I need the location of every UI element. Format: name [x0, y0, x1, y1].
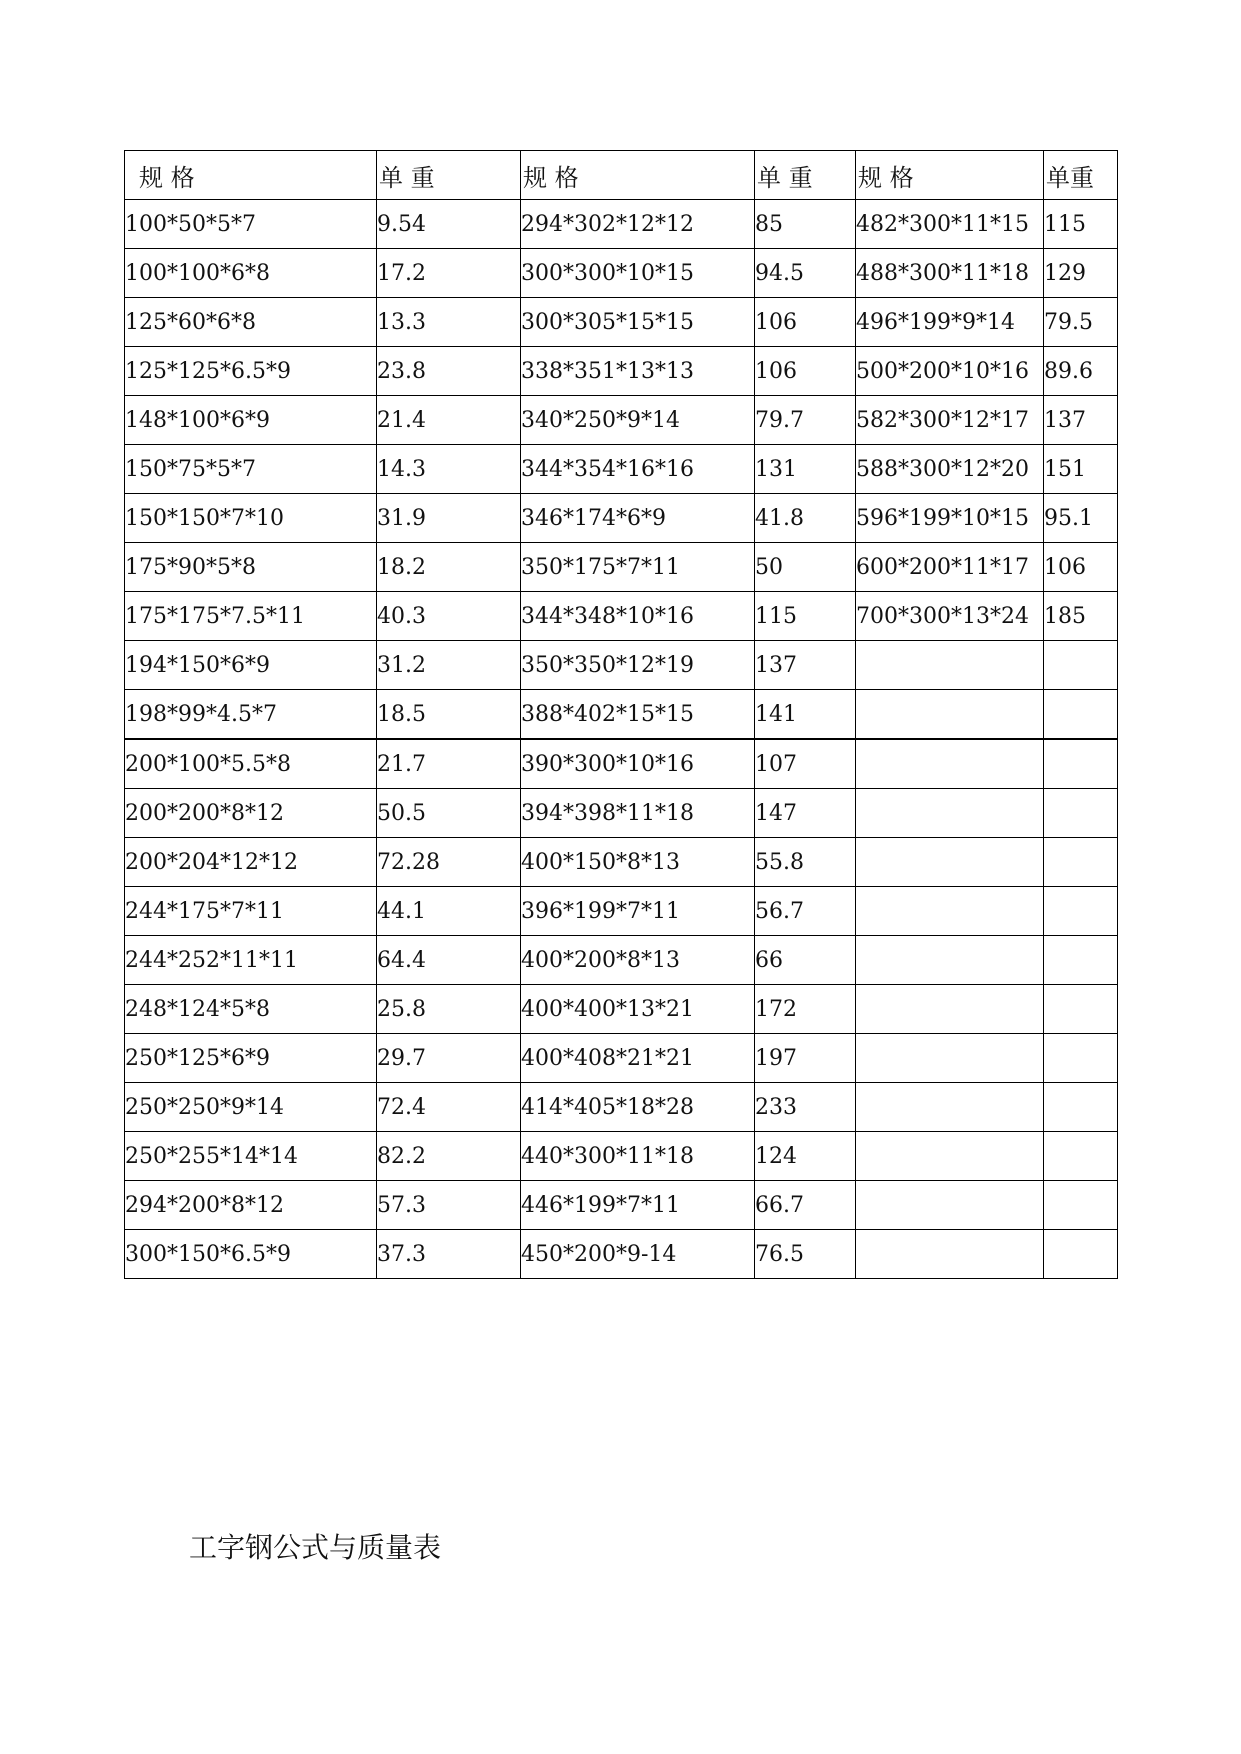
spec-cell: 414*405*18*28 [521, 1083, 755, 1132]
table-row [125, 887, 1118, 936]
table-row [125, 789, 1118, 838]
weight-cell: 76.5 [755, 1230, 856, 1279]
header-spec-3: 规 格 [856, 151, 1044, 200]
spec-cell [856, 1034, 1044, 1083]
spec-cell: 400*400*13*21 [521, 985, 755, 1034]
spec-cell: 194*150*6*9 [125, 641, 377, 690]
spec-cell [856, 1181, 1044, 1230]
weight-cell [1044, 838, 1118, 887]
weight-cell: 72.4 [377, 1083, 521, 1132]
weight-cell [1044, 1181, 1118, 1230]
spec-cell: 396*199*7*11 [521, 887, 755, 936]
spec-cell: 150*75*5*7 [125, 445, 377, 494]
spec-cell [856, 739, 1044, 789]
weight-cell: 56.7 [755, 887, 856, 936]
weight-cell: 131 [755, 445, 856, 494]
spec-cell: 440*300*11*18 [521, 1132, 755, 1181]
table-row [125, 200, 1118, 249]
spec-cell [856, 641, 1044, 690]
table-row [125, 739, 1118, 789]
spec-cell: 300*300*10*15 [521, 249, 755, 298]
weight-cell [1044, 690, 1118, 740]
spec-cell: 350*350*12*19 [521, 641, 755, 690]
spec-weight-table [124, 150, 1118, 1279]
spec-cell: 588*300*12*20 [856, 445, 1044, 494]
weight-cell: 185 [1044, 592, 1118, 641]
weight-cell: 82.2 [377, 1132, 521, 1181]
weight-cell: 106 [755, 298, 856, 347]
weight-cell: 89.6 [1044, 347, 1118, 396]
weight-cell: 79.7 [755, 396, 856, 445]
weight-cell: 50.5 [377, 789, 521, 838]
table-row [125, 1083, 1118, 1132]
table-row [125, 592, 1118, 641]
spec-cell [856, 985, 1044, 1034]
weight-cell [1044, 1132, 1118, 1181]
weight-cell [1044, 1230, 1118, 1279]
table-row [125, 936, 1118, 985]
header-row [125, 151, 1118, 200]
weight-cell [1044, 936, 1118, 985]
spec-cell: 250*250*9*14 [125, 1083, 377, 1132]
spec-cell: 150*150*7*10 [125, 494, 377, 543]
spec-cell: 100*50*5*7 [125, 200, 377, 249]
table-row [125, 838, 1118, 887]
table-row [125, 690, 1118, 740]
weight-cell: 31.9 [377, 494, 521, 543]
weight-cell: 50 [755, 543, 856, 592]
spec-cell: 488*300*11*18 [856, 249, 1044, 298]
spec-cell: 198*99*4.5*7 [125, 690, 377, 740]
table-row [125, 1132, 1118, 1181]
spec-cell [856, 1230, 1044, 1279]
weight-cell: 31.2 [377, 641, 521, 690]
weight-cell: 25.8 [377, 985, 521, 1034]
weight-cell: 41.8 [755, 494, 856, 543]
weight-cell [1044, 1034, 1118, 1083]
spec-cell: 496*199*9*14 [856, 298, 1044, 347]
weight-cell: 124 [755, 1132, 856, 1181]
spec-cell: 100*100*6*8 [125, 249, 377, 298]
spec-cell: 344*354*16*16 [521, 445, 755, 494]
header-weight-2: 单 重 [755, 151, 856, 200]
spec-cell: 482*300*11*15 [856, 200, 1044, 249]
spec-cell: 244*175*7*11 [125, 887, 377, 936]
spec-cell: 394*398*11*18 [521, 789, 755, 838]
spec-cell: 294*302*12*12 [521, 200, 755, 249]
table-row [125, 1181, 1118, 1230]
weight-cell: 137 [755, 641, 856, 690]
spec-cell: 175*90*5*8 [125, 543, 377, 592]
weight-cell: 18.2 [377, 543, 521, 592]
table-row [125, 347, 1118, 396]
weight-cell: 151 [1044, 445, 1118, 494]
weight-cell: 115 [755, 592, 856, 641]
spec-cell: 300*150*6.5*9 [125, 1230, 377, 1279]
weight-cell: 107 [755, 739, 856, 789]
table-body [125, 151, 1118, 1279]
spec-cell: 500*200*10*16 [856, 347, 1044, 396]
spec-cell: 344*348*10*16 [521, 592, 755, 641]
weight-cell [1044, 789, 1118, 838]
spec-cell [856, 887, 1044, 936]
weight-cell [1044, 1083, 1118, 1132]
spec-cell: 390*300*10*16 [521, 739, 755, 789]
weight-cell: 147 [755, 789, 856, 838]
weight-cell: 137 [1044, 396, 1118, 445]
weight-cell: 44.1 [377, 887, 521, 936]
spec-cell: 340*250*9*14 [521, 396, 755, 445]
weight-cell [1044, 985, 1118, 1034]
spec-cell: 250*255*14*14 [125, 1132, 377, 1181]
weight-cell: 115 [1044, 200, 1118, 249]
spec-cell: 200*100*5.5*8 [125, 739, 377, 789]
spec-cell: 200*200*8*12 [125, 789, 377, 838]
spec-cell: 450*200*9-14 [521, 1230, 755, 1279]
spec-cell: 294*200*8*12 [125, 1181, 377, 1230]
weight-cell: 9.54 [377, 200, 521, 249]
spec-cell [856, 690, 1044, 740]
spec-cell: 200*204*12*12 [125, 838, 377, 887]
weight-cell: 17.2 [377, 249, 521, 298]
table-row [125, 1034, 1118, 1083]
weight-cell: 23.8 [377, 347, 521, 396]
spec-cell: 346*174*6*9 [521, 494, 755, 543]
weight-cell: 18.5 [377, 690, 521, 740]
spec-cell [856, 1083, 1044, 1132]
weight-cell: 85 [755, 200, 856, 249]
spec-cell: 350*175*7*11 [521, 543, 755, 592]
table-row [125, 985, 1118, 1034]
weight-cell: 29.7 [377, 1034, 521, 1083]
header-spec-2: 规 格 [521, 151, 755, 200]
spec-cell: 600*200*11*17 [856, 543, 1044, 592]
weight-cell: 79.5 [1044, 298, 1118, 347]
spec-cell: 582*300*12*17 [856, 396, 1044, 445]
spec-cell: 388*402*15*15 [521, 690, 755, 740]
weight-cell: 172 [755, 985, 856, 1034]
weight-cell: 14.3 [377, 445, 521, 494]
weight-cell: 40.3 [377, 592, 521, 641]
spec-cell: 338*351*13*13 [521, 347, 755, 396]
spec-cell: 400*150*8*13 [521, 838, 755, 887]
spec-cell: 700*300*13*24 [856, 592, 1044, 641]
weight-cell [1044, 641, 1118, 690]
spec-cell: 125*125*6.5*9 [125, 347, 377, 396]
spec-cell [856, 1132, 1044, 1181]
weight-cell: 66 [755, 936, 856, 985]
table-row [125, 494, 1118, 543]
weight-cell: 141 [755, 690, 856, 740]
weight-cell: 66.7 [755, 1181, 856, 1230]
weight-cell: 13.3 [377, 298, 521, 347]
spec-cell: 400*200*8*13 [521, 936, 755, 985]
spec-cell: 400*408*21*21 [521, 1034, 755, 1083]
weight-cell: 64.4 [377, 936, 521, 985]
spec-cell: 250*125*6*9 [125, 1034, 377, 1083]
table-row [125, 543, 1118, 592]
table-row [125, 298, 1118, 347]
weight-cell: 106 [1044, 543, 1118, 592]
weight-cell: 129 [1044, 249, 1118, 298]
weight-cell: 72.28 [377, 838, 521, 887]
header-spec-1: 规 格 [125, 151, 377, 200]
weight-cell: 21.4 [377, 396, 521, 445]
weight-cell: 106 [755, 347, 856, 396]
spec-cell: 244*252*11*11 [125, 936, 377, 985]
weight-cell: 94.5 [755, 249, 856, 298]
weight-cell [1044, 887, 1118, 936]
spec-cell: 446*199*7*11 [521, 1181, 755, 1230]
table-row [125, 249, 1118, 298]
weight-cell: 95.1 [1044, 494, 1118, 543]
spec-cell [856, 789, 1044, 838]
spec-cell: 175*175*7.5*11 [125, 592, 377, 641]
section-title: 工字钢公式与质量表 [189, 1531, 442, 1564]
spec-cell [856, 936, 1044, 985]
table-row [125, 445, 1118, 494]
spec-cell: 596*199*10*15 [856, 494, 1044, 543]
weight-cell: 37.3 [377, 1230, 521, 1279]
table-row [125, 396, 1118, 445]
spec-cell [856, 838, 1044, 887]
table-row [125, 1230, 1118, 1279]
spec-cell: 248*124*5*8 [125, 985, 377, 1034]
weight-cell: 55.8 [755, 838, 856, 887]
weight-cell: 21.7 [377, 739, 521, 789]
spec-cell: 300*305*15*15 [521, 298, 755, 347]
header-weight-1: 单 重 [377, 151, 521, 200]
header-weight-3: 单重 [1044, 151, 1118, 200]
spec-cell: 125*60*6*8 [125, 298, 377, 347]
weight-cell: 197 [755, 1034, 856, 1083]
table-row [125, 641, 1118, 690]
weight-cell [1044, 739, 1118, 789]
weight-cell: 57.3 [377, 1181, 521, 1230]
spec-cell: 148*100*6*9 [125, 396, 377, 445]
weight-cell: 233 [755, 1083, 856, 1132]
